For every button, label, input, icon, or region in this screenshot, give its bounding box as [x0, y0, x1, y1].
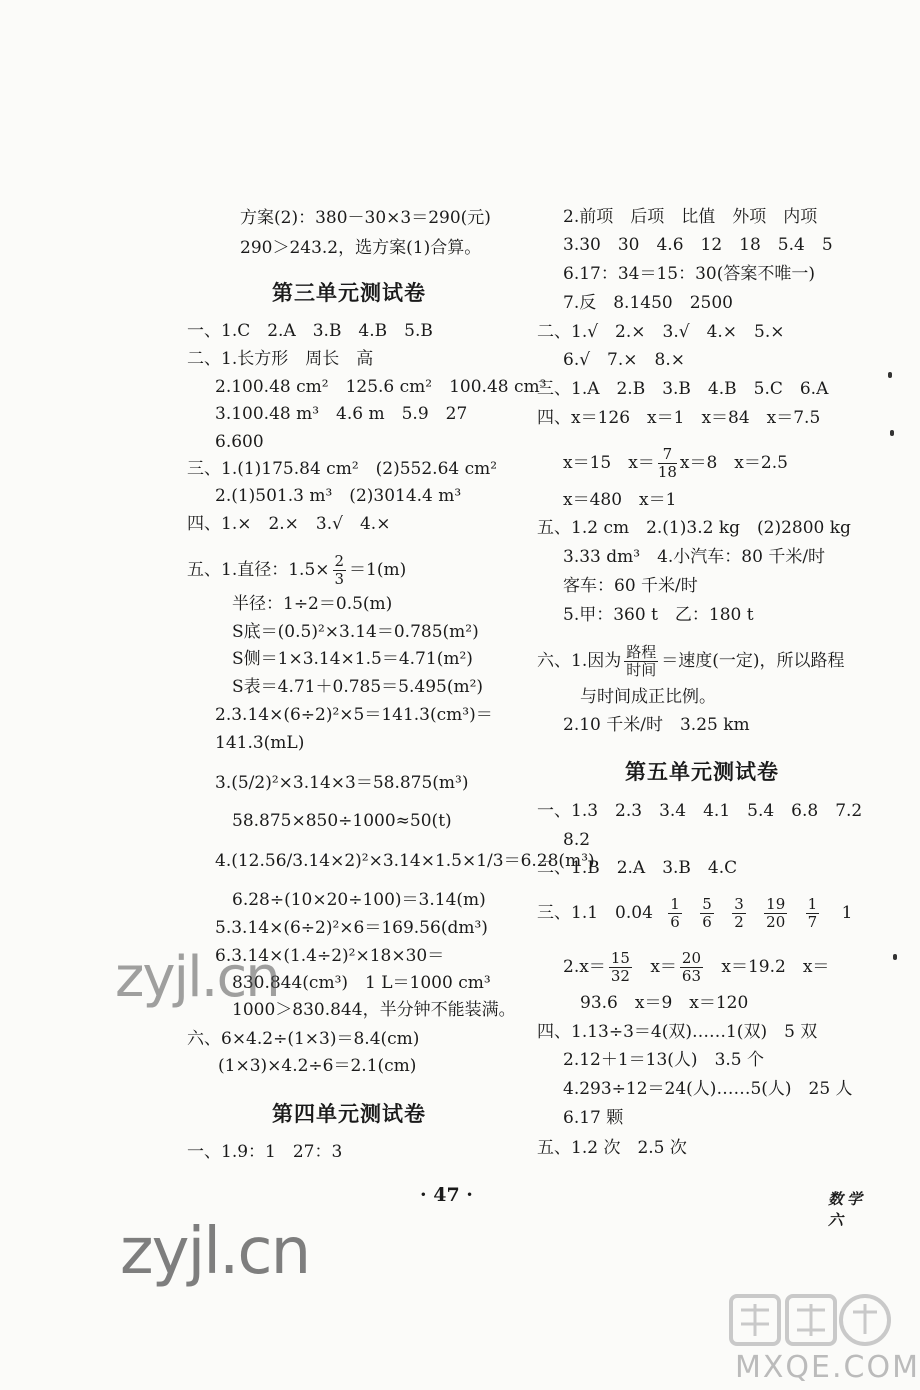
- s3-line: 六、6×4.2÷(1×3)＝8.4(cm): [187, 1029, 420, 1049]
- fraction: $\frac{5}{6}$: [702, 895, 712, 931]
- section4-title: 第四单元测试卷: [272, 1102, 426, 1126]
- r-q6-suffix: ＝速度(一定)，所以路程: [661, 651, 845, 671]
- s3-line: 2.3.14×(6÷2)²×5＝141.3(cm³)＝: [215, 705, 493, 725]
- scan-speck: [890, 430, 894, 436]
- s3-line: 二、1.长方形 周长 高: [187, 349, 374, 369]
- r-line: 二、1.√ 2.× 3.√ 4.× 5.×: [537, 322, 785, 342]
- watermark-zyjl: zyjl.cn: [120, 1215, 310, 1289]
- r-line: 6.17 颗: [563, 1108, 624, 1128]
- s3-line: 830.844(cm³) 1 L＝1000 cm³: [232, 973, 491, 993]
- r-line: 3.33 dm³ 4.小汽车：80 千米/时: [563, 547, 826, 567]
- section3-title: 第三单元测试卷: [272, 281, 426, 305]
- r-line: 5.甲：360 t 乙：180 t: [563, 605, 754, 625]
- fraction: $\frac{2}{3}$: [334, 552, 345, 588]
- s3-line: 58.875×850÷1000≈50(t): [232, 811, 452, 831]
- fraction: $\frac{15}{32}$: [610, 949, 630, 985]
- r-line: 3.30 30 4.6 12 18 5.4 5: [563, 235, 833, 255]
- r-line: 2.前项 后项 比值 外项 内项: [563, 207, 818, 227]
- r-q6-prefix: 六、1.因为: [537, 651, 622, 671]
- s3-line: 6.28÷(10×20÷100)＝3.14(m): [232, 890, 486, 910]
- fraction: $\frac{7}{18}$: [657, 445, 677, 481]
- fraction: $\frac{1}{7}$: [807, 895, 818, 931]
- r-s5-q3-2-prefix: 2.x＝: [563, 957, 606, 977]
- r-x-row-a: x＝15 x＝: [563, 453, 655, 473]
- r-s5-q3-prefix: 三、1.1 0.04: [537, 903, 653, 923]
- r-line: 93.6 x＝9 x＝120: [580, 993, 749, 1013]
- s3-line: S表＝4.71＋0.785＝5.495(m²): [232, 677, 484, 697]
- watermark-zyjl: zyjl.cn: [115, 945, 279, 1010]
- s3-line: (1×3)×4.2÷6＝2.1(cm): [218, 1056, 417, 1076]
- r-line: 一、1.3 2.3 3.4 4.1 5.4 6.8 7.2: [537, 801, 863, 821]
- s3-line: 一、1.C 2.A 3.B 4.B 5.B: [187, 321, 433, 341]
- fraction: $\frac{\text{路程}}{\text{时间}}$: [626, 643, 657, 679]
- s4-line: 一、1.9：1 27：3: [187, 1142, 343, 1162]
- s3-line: 三、1.(1)175.84 cm² (2)552.64 cm²: [187, 459, 498, 479]
- r-line: 7.反 8.1450 2500: [563, 293, 733, 313]
- stamp-url-text: MXQE.COM: [735, 1350, 920, 1385]
- r-s5-q3-2-mid: x＝: [650, 957, 677, 977]
- r-line: 四、1.13÷3＝4(双)……1(双) 5 双: [537, 1022, 818, 1042]
- s3-q5-1-head: 五、1.直径：1.5×: [187, 560, 330, 580]
- r-line: 8.2: [563, 830, 591, 850]
- r-line: 4.293÷12＝24(人)……5(人) 25 人: [563, 1079, 853, 1099]
- r-line: 6.17：34＝15：30(答案不唯一): [563, 264, 816, 284]
- s3-line: 2.100.48 cm² 125.6 cm² 100.48 cm³: [215, 377, 547, 397]
- s3-line: 2.(1)501.3 m³ (2)3014.4 m³: [215, 486, 462, 506]
- r-line: 五、1.2 cm 2.(1)3.2 kg (2)2800 kg: [537, 518, 851, 538]
- r-line: 2.12＋1＝13(人) 3.5 个: [563, 1050, 765, 1070]
- r-x-row-b: x＝8 x＝2.5: [679, 453, 788, 473]
- r-line: 二、1.B 2.A 3.B 4.C: [537, 858, 738, 878]
- s3-line: 6.600: [215, 432, 264, 452]
- r-line: 客车：60 千米/时: [563, 576, 698, 596]
- scan-speck: [893, 954, 897, 960]
- subject-label: 数学 六: [828, 1190, 886, 1229]
- r-line: 与时间成正比例。: [580, 687, 716, 707]
- s3-line: 141.3(mL): [215, 733, 305, 753]
- s3-q5-1: [187, 553, 406, 588]
- r-line: 三、1.A 2.B 3.B 4.B 5.C 6.A: [537, 379, 829, 399]
- page-number: · 47 ·: [420, 1184, 473, 1206]
- scan-speck: [888, 372, 892, 378]
- s3-line: 5.3.14×(6÷2)²×6＝169.56(dm³): [215, 918, 488, 938]
- intro-line-2: 290＞243.2，选方案(1)合算。: [240, 238, 482, 258]
- s3-line: 半径：1÷2＝0.5(m): [232, 594, 393, 614]
- s3-line: S底＝(0.5)²×3.14＝0.785(m²): [232, 622, 479, 642]
- intro-line-1: 方案(2)：380－30×3＝290(元): [240, 208, 491, 228]
- s3-line: 3.(5/2)²×3.14×3＝58.875(m³): [215, 773, 469, 793]
- r-q6: [537, 644, 845, 679]
- s3-q5-1-tail: ＝1(m): [349, 560, 407, 580]
- r-line: 6.√ 7.× 8.×: [563, 350, 685, 370]
- fraction: $\frac{19}{20}$: [766, 895, 786, 931]
- fraction: $\frac{1}{6}$: [670, 895, 680, 931]
- s3-line: 6.3.14×(1.4÷2)²×18×30＝: [215, 946, 445, 966]
- r-s5-q3: [537, 896, 852, 931]
- s3-line: 4.(12.56/3.14×2)²×3.14×1.5×1/3＝6.28(m³): [215, 851, 595, 871]
- r-s5-q3-2: [563, 950, 829, 985]
- section5-title: 第五单元测试卷: [625, 760, 779, 784]
- r-line: 四、x＝126 x＝1 x＝84 x＝7.5: [537, 408, 821, 428]
- s3-line: 3.100.48 m³ 4.6 m 5.9 27: [215, 404, 468, 424]
- r-x-row: [563, 446, 788, 481]
- fraction: $\frac{20}{63}$: [681, 949, 701, 985]
- r-line: x＝480 x＝1: [563, 490, 677, 510]
- r-s5-q3-2-tail: x＝19.2 x＝: [721, 957, 830, 977]
- r-line: 五、1.2 次 2.5 次: [537, 1138, 687, 1158]
- r-line: 2.10 千米/时 3.25 km: [563, 715, 750, 735]
- r-s5-q3-suffix: 1: [841, 903, 853, 923]
- s3-line: S侧＝1×3.14×1.5＝4.71(m²): [232, 649, 473, 669]
- s3-line: 1000＞830.844，半分钟不能装满。: [232, 1000, 516, 1020]
- fraction: $\frac{3}{2}$: [734, 895, 744, 931]
- s3-line: 四、1.× 2.× 3.√ 4.×: [187, 514, 391, 534]
